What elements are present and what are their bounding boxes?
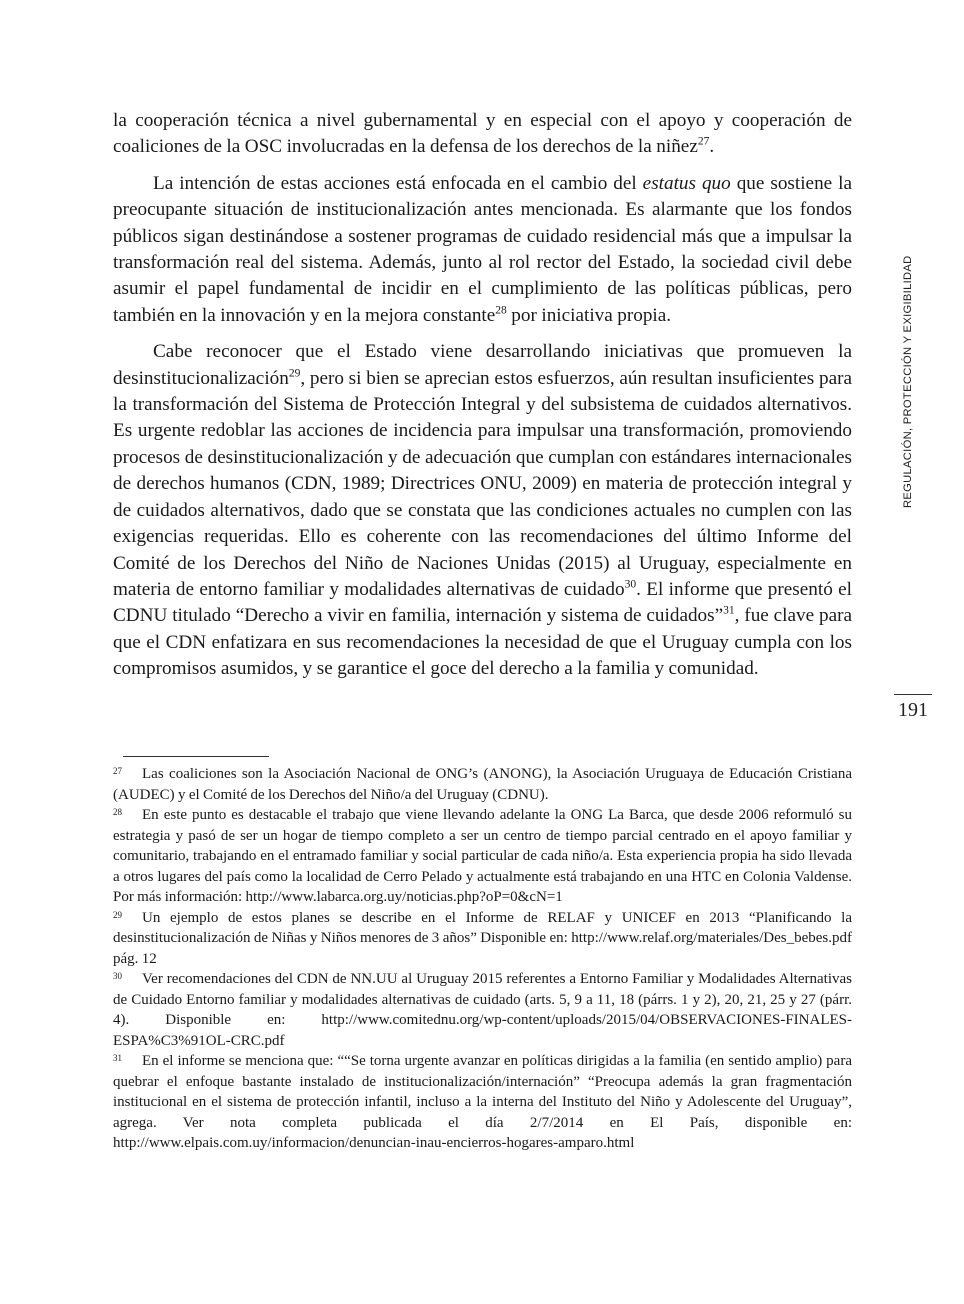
footnotes [113, 764, 852, 1154]
footnote-number: 28 [113, 807, 122, 817]
paragraph-3-part3: . El informe que presentó el CDNU titulado “Derecho a vivir en familia, internación y sistema de cuidados” [113, 578, 852, 627]
footnote-number: 31 [113, 1053, 122, 1063]
footnote-28 [113, 805, 852, 908]
footnote-text: En el informe se menciona que: ““Se torna urgente avanzar en políticas dirigidas a la familia (en sentido amplio) para quebrar el enfoque bastante instalado de institucionalización/internación” “Preocupa además la gran fragmentación institucional en el sistema de protección infantil, incluso a la interna del Instituto del Niño y Adolescente del Uruguay”, agrega. Ver nota completa publicada el día 2/7/2014 en El País, disponible en: http://www.elpais.com.uy/informacion/denuncian-inau-encierros-hogares-amparo.html [113, 1053, 852, 1151]
paragraph-2-part3: por iniciativa propia. [506, 304, 672, 326]
footnote-29 [113, 908, 852, 970]
running-section-title: REGULACIÓN, PROTECCIÓN Y EXIGIBILIDAD [902, 255, 914, 508]
paragraph-3-part4: , fue clave para que el CDN enfatizara en sus recomendaciones la necesidad de que el Uruguay cumpla con los compromisos asumidos, y se garantice el goce del derecho a la familia y comunidad. [113, 605, 852, 680]
paragraph-2 [113, 171, 852, 329]
main-text [113, 108, 852, 693]
footnote-text: Las coaliciones son la Asociación Nacional de ONG’s (ANONG), la Asociación Uruguaya de Educación Cristiana (AUDEC) y el Comité de los Derechos del Niño/a del Uruguay (CDNU). [113, 766, 852, 803]
footnote-text: En este punto es destacable el trabajo que viene llevando adelante la ONG La Barca, que desde 2006 reformuló su estrategia y pasó de ser un hogar de tiempo completo a ser un centro de tiempo parcial centrado en el apoyo familiar y comunitario, trabajando en el entramado familiar y social particular de cada niño/a. Esta experiencia propia ha sido llevada a otros lugares del país como la localidad de Cerro Pelado y actualmente está trabajando en una HTC en Colonia Valdense. Por más información: http://www.labarca.org.uy/noticias.php?oP=0&cN=1 [113, 807, 852, 905]
paragraph-2-part2: que sostiene la preocupante situación de institucionalización antes mencionada. Es alarmante que los fondos públicos sigan destinándose a sostener programas de cuidado residencial más que a impulsar la transformación real del sistema. Además, junto al rol rector del Estado, la sociedad civil debe asumir el papel fundamental de incidir en el cumplimiento de las políticas públicas, pero también en la innovación y en la mejora constante [113, 172, 853, 326]
paragraph-1-text: la cooperación técnica a nivel gubernamental y en especial con el apoyo y cooperación de coaliciones de la OSC involucradas en la defensa de los derechos de la niñez [113, 110, 852, 158]
paragraph-2-italic: estatus quo [642, 172, 731, 194]
footnote-ref-29[interactable]: 29 [288, 367, 301, 380]
footnote-ref-31[interactable]: 31 [723, 604, 735, 617]
page-number: 191 [898, 699, 928, 721]
paragraph-3-part1: Cabe reconocer que el Estado viene desarrollando iniciativas que promueven la desinstitucionalización [113, 341, 852, 389]
footnote-27 [113, 764, 852, 805]
paragraph-3-part2: , pero si bien se aprecian estos esfuerzos, aún resultan insuficientes para la transformación del Sistema de Protección Integral y del subsistema de cuidados alternativos. Es urgente redoblar las acciones de incidencia para impulsar una transformación, promoviendo procesos de desinstitucionalización y de adecuación que cumplan con estándares internacionales de derechos humanos (CDN, 1989; Directrices ONU, 2009) en materia de protección integral y de cuidados alternativos, dado que se constata que las condiciones actuales no cumplen con las exigencias requeridas. Ello es coherente con las recomendaciones del último Informe del Comité de los Derechos del Niño de Naciones Unidas (2015) al Uruguay, especialmente en materia de entorno familiar y modalidades alternativas de cuidado [113, 367, 852, 600]
footnote-text: Un ejemplo de estos planes se describe en el Informe de RELAF y UNICEF en 2013 “Planificando la desinstitucionalización de Niñas y Niños menores de 3 años” Disponible en: http://www.relaf.org/materiales/Des_bebes.pdf pág. 12 [113, 909, 852, 967]
footnote-number: 27 [113, 766, 122, 776]
paragraph-3 [113, 339, 852, 682]
paragraph-1 [113, 108, 852, 161]
footnote-30 [113, 969, 852, 1051]
footnote-text: Ver recomendaciones del CDN de NN.UU al Uruguay 2015 referentes a Entorno Familiar y Modalidades Alternativas de Cuidado Entorno familiar y modalidades alternativas de cuidado (arts. 5, 9 a 11, 18 (párrs. 1 y 2), 20, 21, 25 y 27 (párr. 4). Disponible en: http://www.comitednu.org/wp-content/uploads/2015/04/OBSERVACIONES-FINALES-ESPA%C3%91OL-CRC.pdf [113, 971, 852, 1049]
footnote-ref-30[interactable]: 30 [624, 578, 637, 591]
footnote-ref-28[interactable]: 28 [495, 304, 507, 317]
page-number-rule [894, 694, 932, 695]
paragraph-2-part1: La intención de estas acciones está enfocada en el cambio del [153, 172, 643, 194]
footnote-separator [123, 756, 269, 757]
footnote-number: 29 [113, 909, 122, 920]
footnote-number: 30 [113, 971, 122, 981]
paragraph-1-end: . [709, 136, 715, 158]
footnote-31 [113, 1051, 852, 1154]
footnote-ref-27[interactable]: 27 [697, 136, 710, 149]
